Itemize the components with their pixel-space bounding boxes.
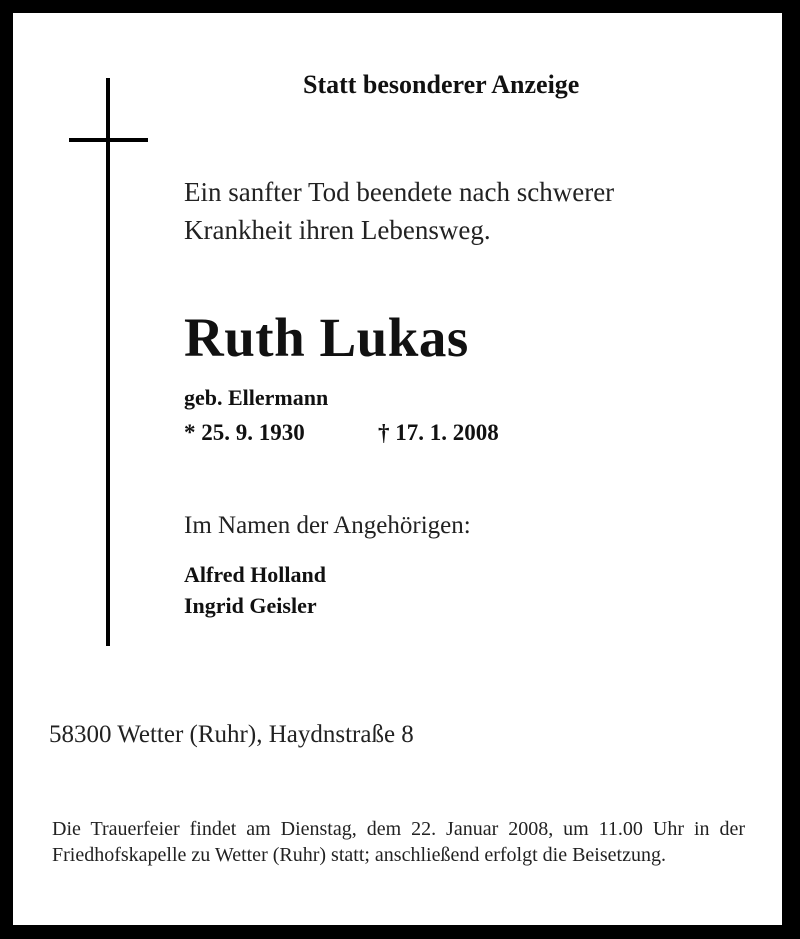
death-date: † 17. 1. 2008 [378,420,499,445]
notice-heading: Statt besonderer Anzeige [303,70,580,99]
intro-text [184,173,614,249]
maiden-name: geb. Ellermann [184,385,329,410]
family-label: Im Namen der Angehörigen: [184,512,471,539]
cross-horizontal-bar [69,138,148,142]
mourner-name: Ingrid Geisler [184,593,317,618]
funeral-details: Die Trauerfeier findet am Dienstag, dem 22. Januar 2008, um 11.00 Uhr in der Friedhofskapelle zu Wetter (Ruhr) statt; anschließend erfolgt die Beisetzung. [52,818,745,866]
deceased-name: Ruth Lukas [184,307,469,368]
cross-vertical-bar [106,78,110,646]
birth-date: * 25. 9. 1930 [184,420,305,445]
mourner-name: Alfred Holland [184,562,327,587]
obituary-notice [13,13,782,925]
intro-line: Ein sanfter Tod beendete nach schwerer [184,177,615,207]
address: 58300 Wetter (Ruhr), Haydnstraße 8 [49,721,414,748]
intro-line: Krankheit ihren Lebensweg. [184,215,491,245]
